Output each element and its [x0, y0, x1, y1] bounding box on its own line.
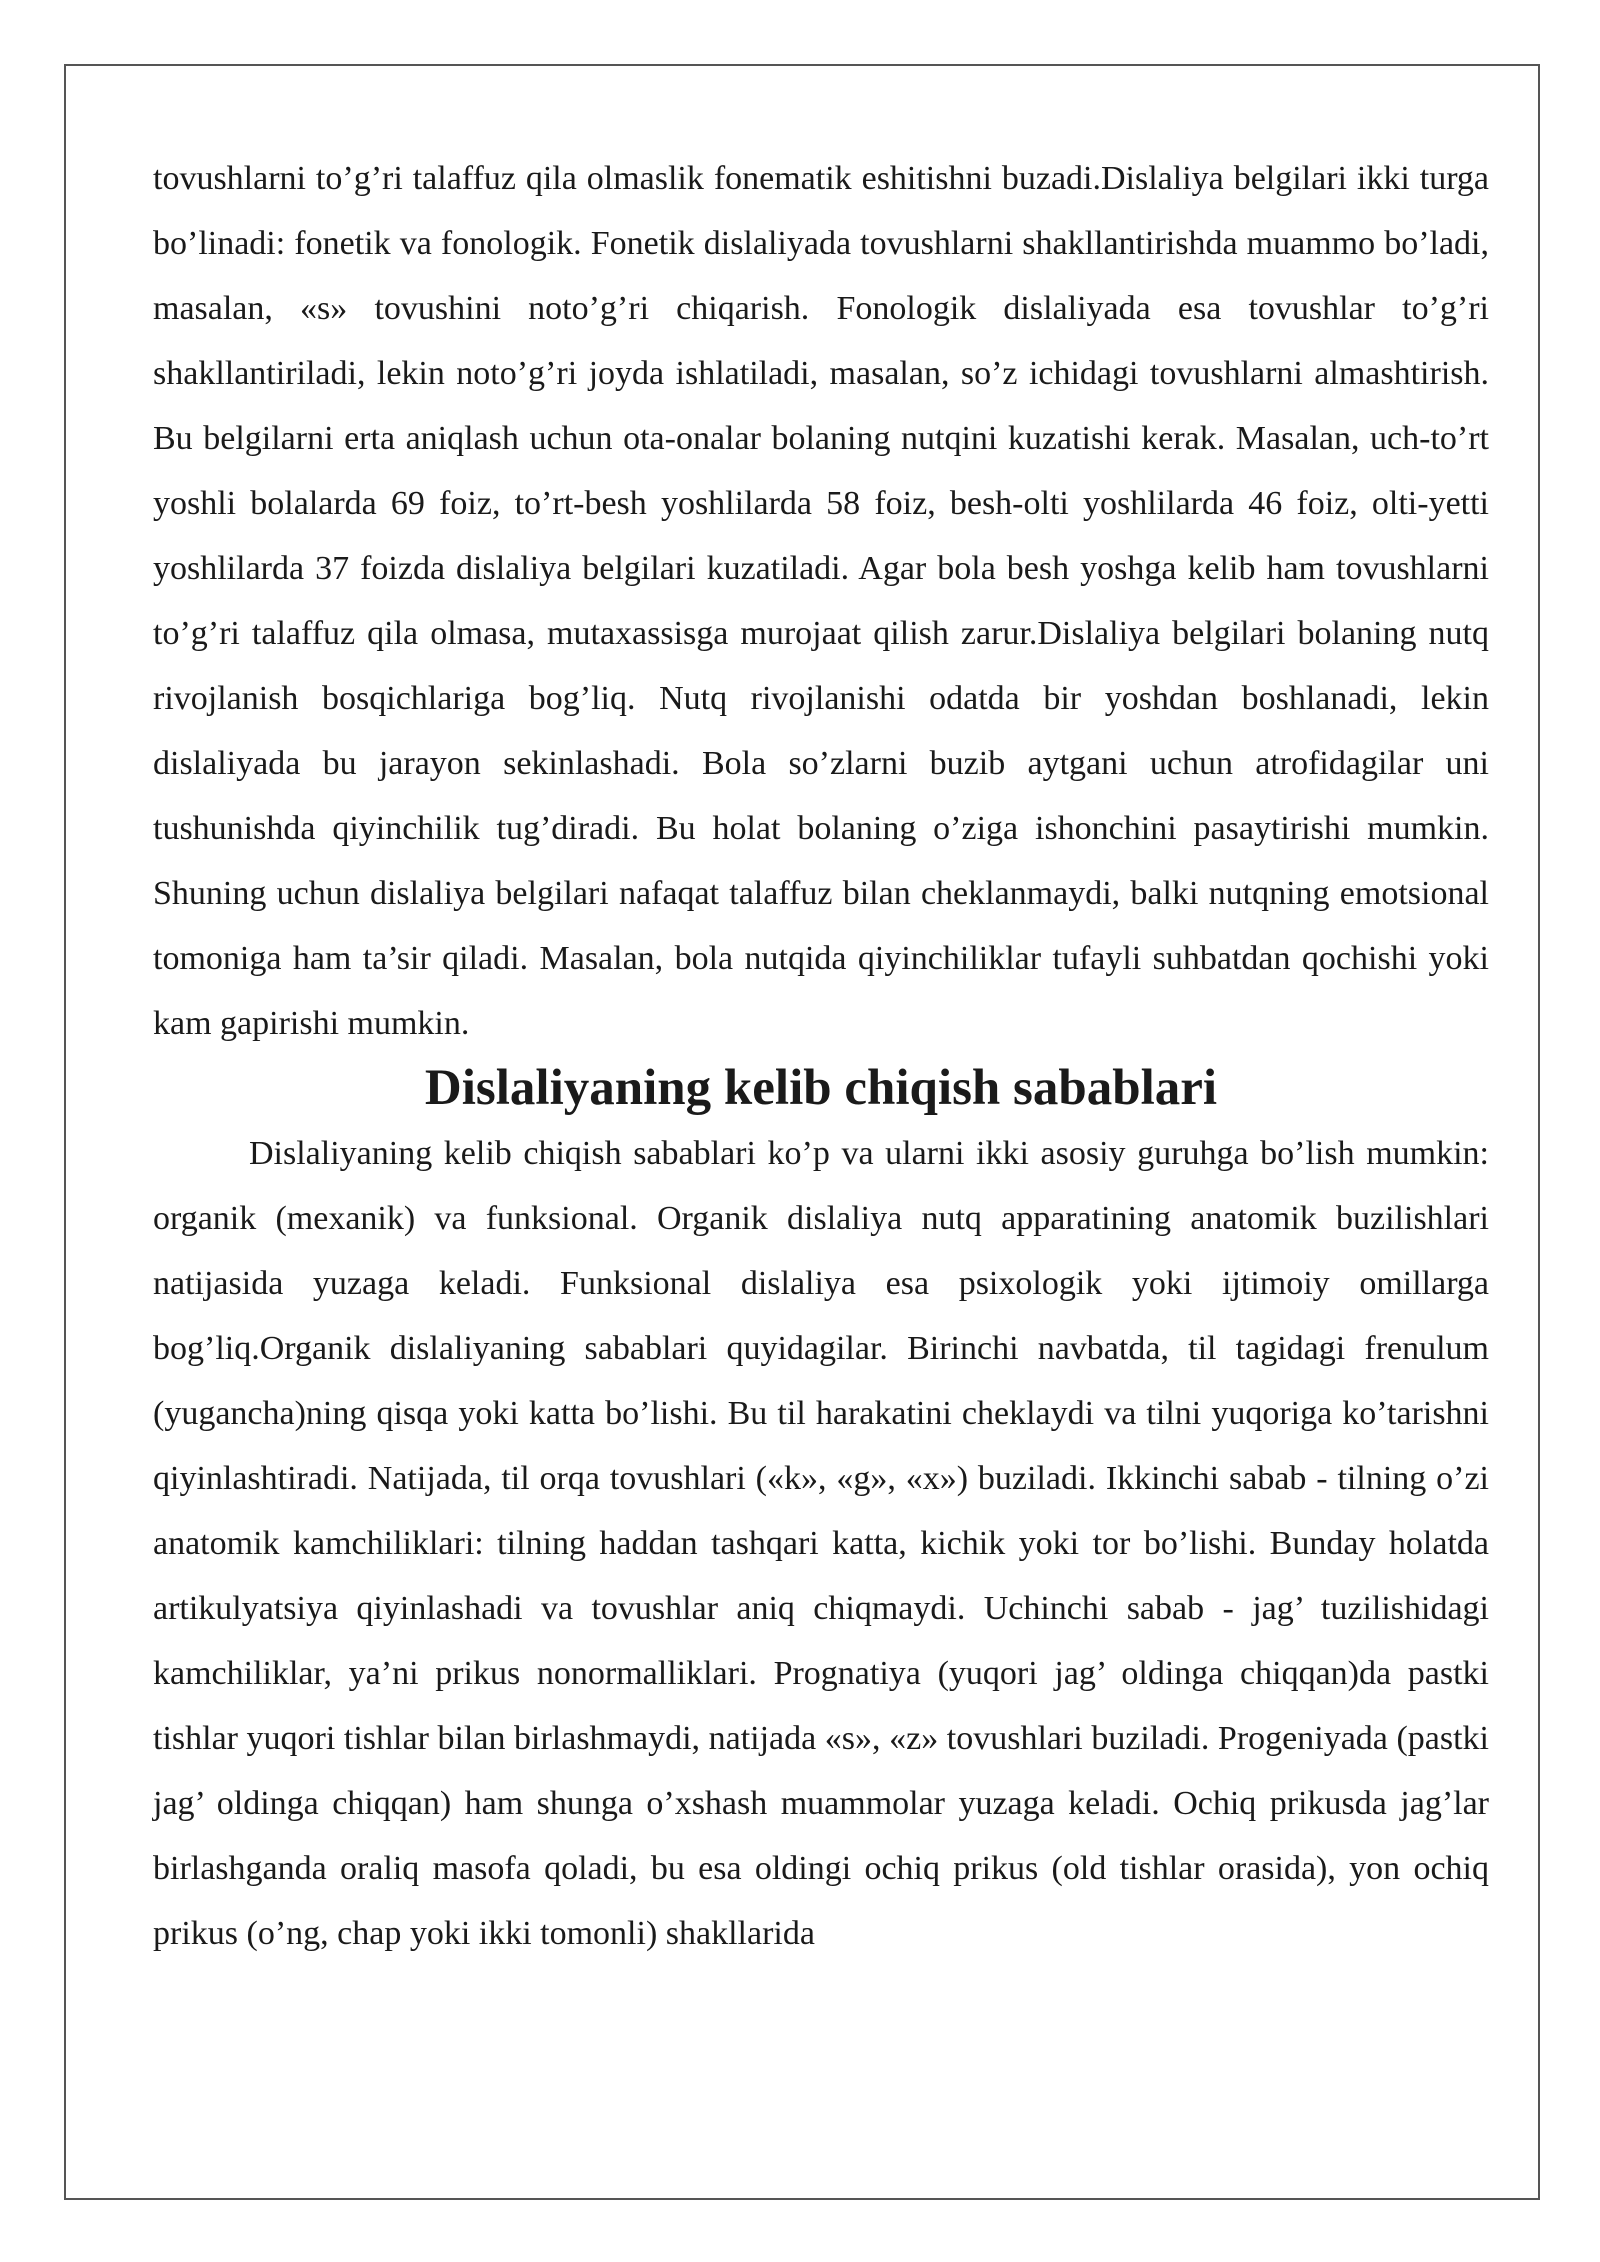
paragraph-symptoms: tovushlarni to’g’ri talaffuz qila olmaslik fonematik eshitishni buzadi.Dislaliya belgilari ikki turga bo’linadi: fonetik va fonologik. Fonetik dislaliyada tovushlarni shakllantirishda muammo bo’ladi, masalan, «s» tovushini noto’g’ri chiqarish. Fonologik dislaliyada esa tovushlar to’g’ri shakllantiriladi, lekin noto’g’ri joyda ishlatiladi, masalan, so’z ichidagi tovushlarni almashtirish. Bu belgilarni erta aniqlash uchun ota-onalar bolaning nutqini kuzatishi kerak. Masalan, uch-to’rt yoshli bolalarda 69 foiz, to’rt-besh yoshlilarda 58 foiz, besh-olti yoshlilarda 46 foiz, olti-yetti yoshlilarda 37 foizda dislaliya belgilari kuzatiladi. Agar bola besh yoshga kelib ham tovushlarni to’g’ri talaffuz qila olmasa, mutaxassisga murojaat qilish zarur.Dislaliya belgilari bolaning nutq rivojlanish bosqichlariga bog’liq. Nutq rivojlanishi odatda bir yoshdan boshlanadi, lekin dislaliyada bu jarayon sekinlashadi. Bola so’zlarni buzib aytgani uchun atrofidagilar uni tushunishda qiyinchilik tug’diradi. Bu holat bolaning o’ziga ishonchini pasaytirishi mumkin. Shuning uchun dislaliya belgilari nafaqat talaffuz bilan cheklanmaydi, balki nutqning emotsional tomoniga ham ta’sir qiladi. Masalan, bola nutqida qiyinchiliklar tufayli suhbatdan qochishi yoki kam gapirishi mumkin. [153, 160, 1489, 1042]
section-heading: Dislaliyaning kelib chiqish sabablari [424, 1060, 1218, 1116]
document-body [153, 146, 1489, 1966]
paragraph-causes: Dislaliyaning kelib chiqish sabablari ko’p va ularni ikki asosiy guruhga bo’lish mumkin: organik (mexanik) va funksional. Organik dislaliya nutq apparatining anatomik buzilishlari natijasida yuzaga keladi. Funksional dislaliya esa psixologik yoki ijtimoiy omillarga bog’liq.Organik dislaliyaning sabablari quyidagilar. Birinchi navbatda, til tagidagi frenulum (yugancha)ning qisqa yoki katta bo’lishi. Bu til harakatini cheklaydi va tilni yuqoriga ko’tarishni qiyinlashtiradi. Natijada, til orqa tovushlari («k», «g», «x») buziladi. Ikkinchi sabab - tilning o’zi anatomik kamchiliklari: tilning haddan tashqari katta, kichik yoki tor bo’lishi. Bunday holatda artikulyatsiya qiyinlashadi va tovushlar aniq chiqmaydi. Uchinchi sabab - jag’ tuzilishidagi kamchiliklar, ya’ni prikus nonormalliklari. Prognatiya (yuqori jag’ oldinga chiqqan)da pastki tishlar yuqori tishlar bilan birlashmaydi, natijada «s», «z» tovushlari buziladi. Progeniyada (pastki jag’ oldinga chiqqan) ham shunga o’xshash muammolar yuzaga keladi. Ochiq prikusda jag’lar birlashganda oraliq masofa qoladi, bu esa oldingi ochiq prikus (old tishlar orasida), yon ochiq prikus (o’ng, chap yoki ikki tomonli) shakllarida [153, 1135, 1489, 1952]
